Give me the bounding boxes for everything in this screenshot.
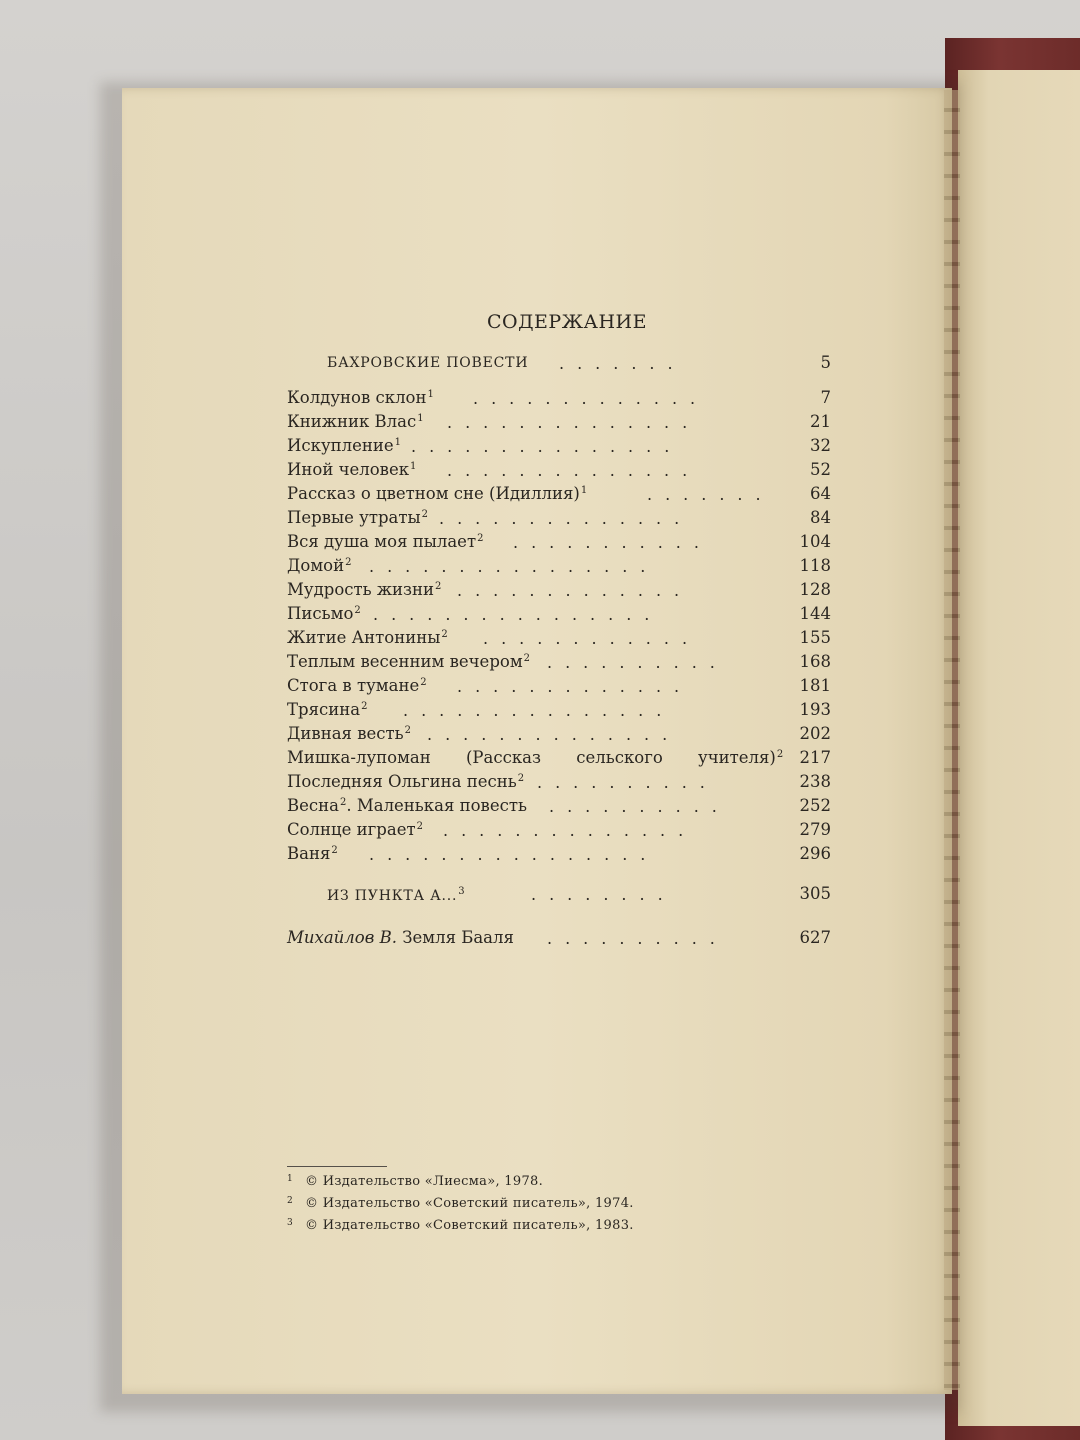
toc-entry [287,676,831,700]
leader-dots: ............... [403,701,675,720]
page-number: 84 [810,508,831,527]
page-number: 5 [820,353,831,372]
toc-entry [287,484,831,508]
page-number: 128 [799,580,831,599]
toc-entry [287,748,831,772]
leader-dots: ............ [483,629,701,648]
toc-entry [287,604,831,628]
section-title: ИЗ ПУНКТА А...$^3$ [327,886,466,904]
leader-dots: ............. [457,581,693,600]
page-number: 32 [810,436,831,455]
page-title: СОДЕРЖАНИЕ [487,311,647,333]
page-number: 155 [799,628,831,647]
entry-title: Солнце играет$^2$ [287,820,423,839]
entry-title: Домой$^2$ [287,556,352,575]
leader-dots: ................ [369,557,659,576]
entry-title: Рассказ о цветном сне (Идиллия)$^1$ [287,484,588,503]
toc-section [287,353,831,377]
entry-title: Трясина$^2$ [287,700,368,719]
footnote: 2 © Издательство «Советский писатель», 1974. [287,1196,634,1211]
entry-title: Стога в тумане$^2$ [287,676,427,695]
leader-dots: ........... [513,533,712,552]
page-number: 238 [799,772,831,791]
facing-page [958,70,1080,1426]
entry-title: Первые утраты$^2$ [287,508,429,527]
leader-dots: ............. [473,389,709,408]
entry-title: Дивная весть$^2$ [287,724,411,743]
section-title: БАХРОВСКИЕ ПОВЕСТИ [327,355,529,371]
toc-entry [287,628,831,652]
entry-title: Книжник Влас$^1$ [287,412,424,431]
toc-entry [287,556,831,580]
page-number: 193 [799,700,831,719]
entry-title: Вся душа моя пылает$^2$ [287,532,484,551]
page-number: 52 [810,460,831,479]
leader-dots: ........ [531,885,676,904]
toc-entry [287,580,831,604]
page-number: 627 [799,928,831,947]
entry-title: Мудрость жизни$^2$ [287,580,442,599]
leader-dots: ............... [411,437,683,456]
toc-entry [287,412,831,436]
spine-binding [944,90,960,1390]
leader-dots: ................ [373,605,663,624]
entry-title: Иной человек$^1$ [287,460,417,479]
entry-title: Колдунов склон$^1$ [287,388,434,407]
leader-dots: ............. [457,677,693,696]
leader-dots: .......... [549,797,730,816]
page-number: 217 [799,748,831,767]
entry-title: Ваня$^2$ [287,844,338,863]
toc-entry [287,772,831,796]
entry-title: Искупление$^1$ [287,436,402,455]
leader-dots: ................ [369,845,659,864]
toc-entry [287,652,831,676]
toc-entry [287,436,831,460]
author-name: Михайлов В. [287,928,397,947]
toc-afterword [287,928,831,952]
toc-entry [287,508,831,532]
footnote-rule [287,1166,387,1167]
page-number: 144 [799,604,831,623]
toc-entry [287,532,831,556]
page-number: 118 [799,556,831,575]
toc-entry [287,724,831,748]
page-number: 279 [799,820,831,839]
page-number: 202 [799,724,831,743]
entry-title: Последняя Ольгина песнь$^2$ [287,772,525,791]
footnote: 3 © Издательство «Советский писатель», 1983. [287,1218,634,1233]
toc-entry [287,388,831,412]
leader-dots: ....... [559,354,686,373]
leader-dots: .............. [439,509,693,528]
leader-dots: .............. [443,821,697,840]
page-number: 181 [799,676,831,695]
page-number: 21 [810,412,831,431]
entry-title: Мишка-лупоман (Рассказ сельского учителя)$^2$ [287,748,784,767]
leader-dots: .......... [537,773,718,792]
entry-title: Житие Антонины$^2$ [287,628,448,647]
toc-entry [287,844,831,868]
toc-entry [287,700,831,724]
toc-entry [287,820,831,844]
page-number: 64 [810,484,831,503]
page-number: 305 [799,884,831,903]
page-number: 168 [799,652,831,671]
leader-dots: .............. [447,461,701,480]
toc-entry [287,796,831,820]
entry-title: Михайлов В. Земля Бааля [287,928,514,947]
leader-dots: .......... [547,653,728,672]
entry-title: Весна$^2$. Маленькая повесть [287,796,527,815]
leader-dots: .............. [447,413,701,432]
leader-dots: .............. [427,725,681,744]
leader-dots: .......... [547,929,728,948]
page-number: 7 [820,388,831,407]
entry-title: Теплым весенним вечером$^2$ [287,652,531,671]
leader-dots: ....... [647,485,774,504]
footnote: 1 © Издательство «Лиесма», 1978. [287,1174,544,1189]
entry-title: Письмо$^2$ [287,604,361,623]
page-number: 296 [799,844,831,863]
page-number: 252 [799,796,831,815]
toc-entry [287,460,831,484]
toc-section [287,884,831,908]
page-number: 104 [799,532,831,551]
